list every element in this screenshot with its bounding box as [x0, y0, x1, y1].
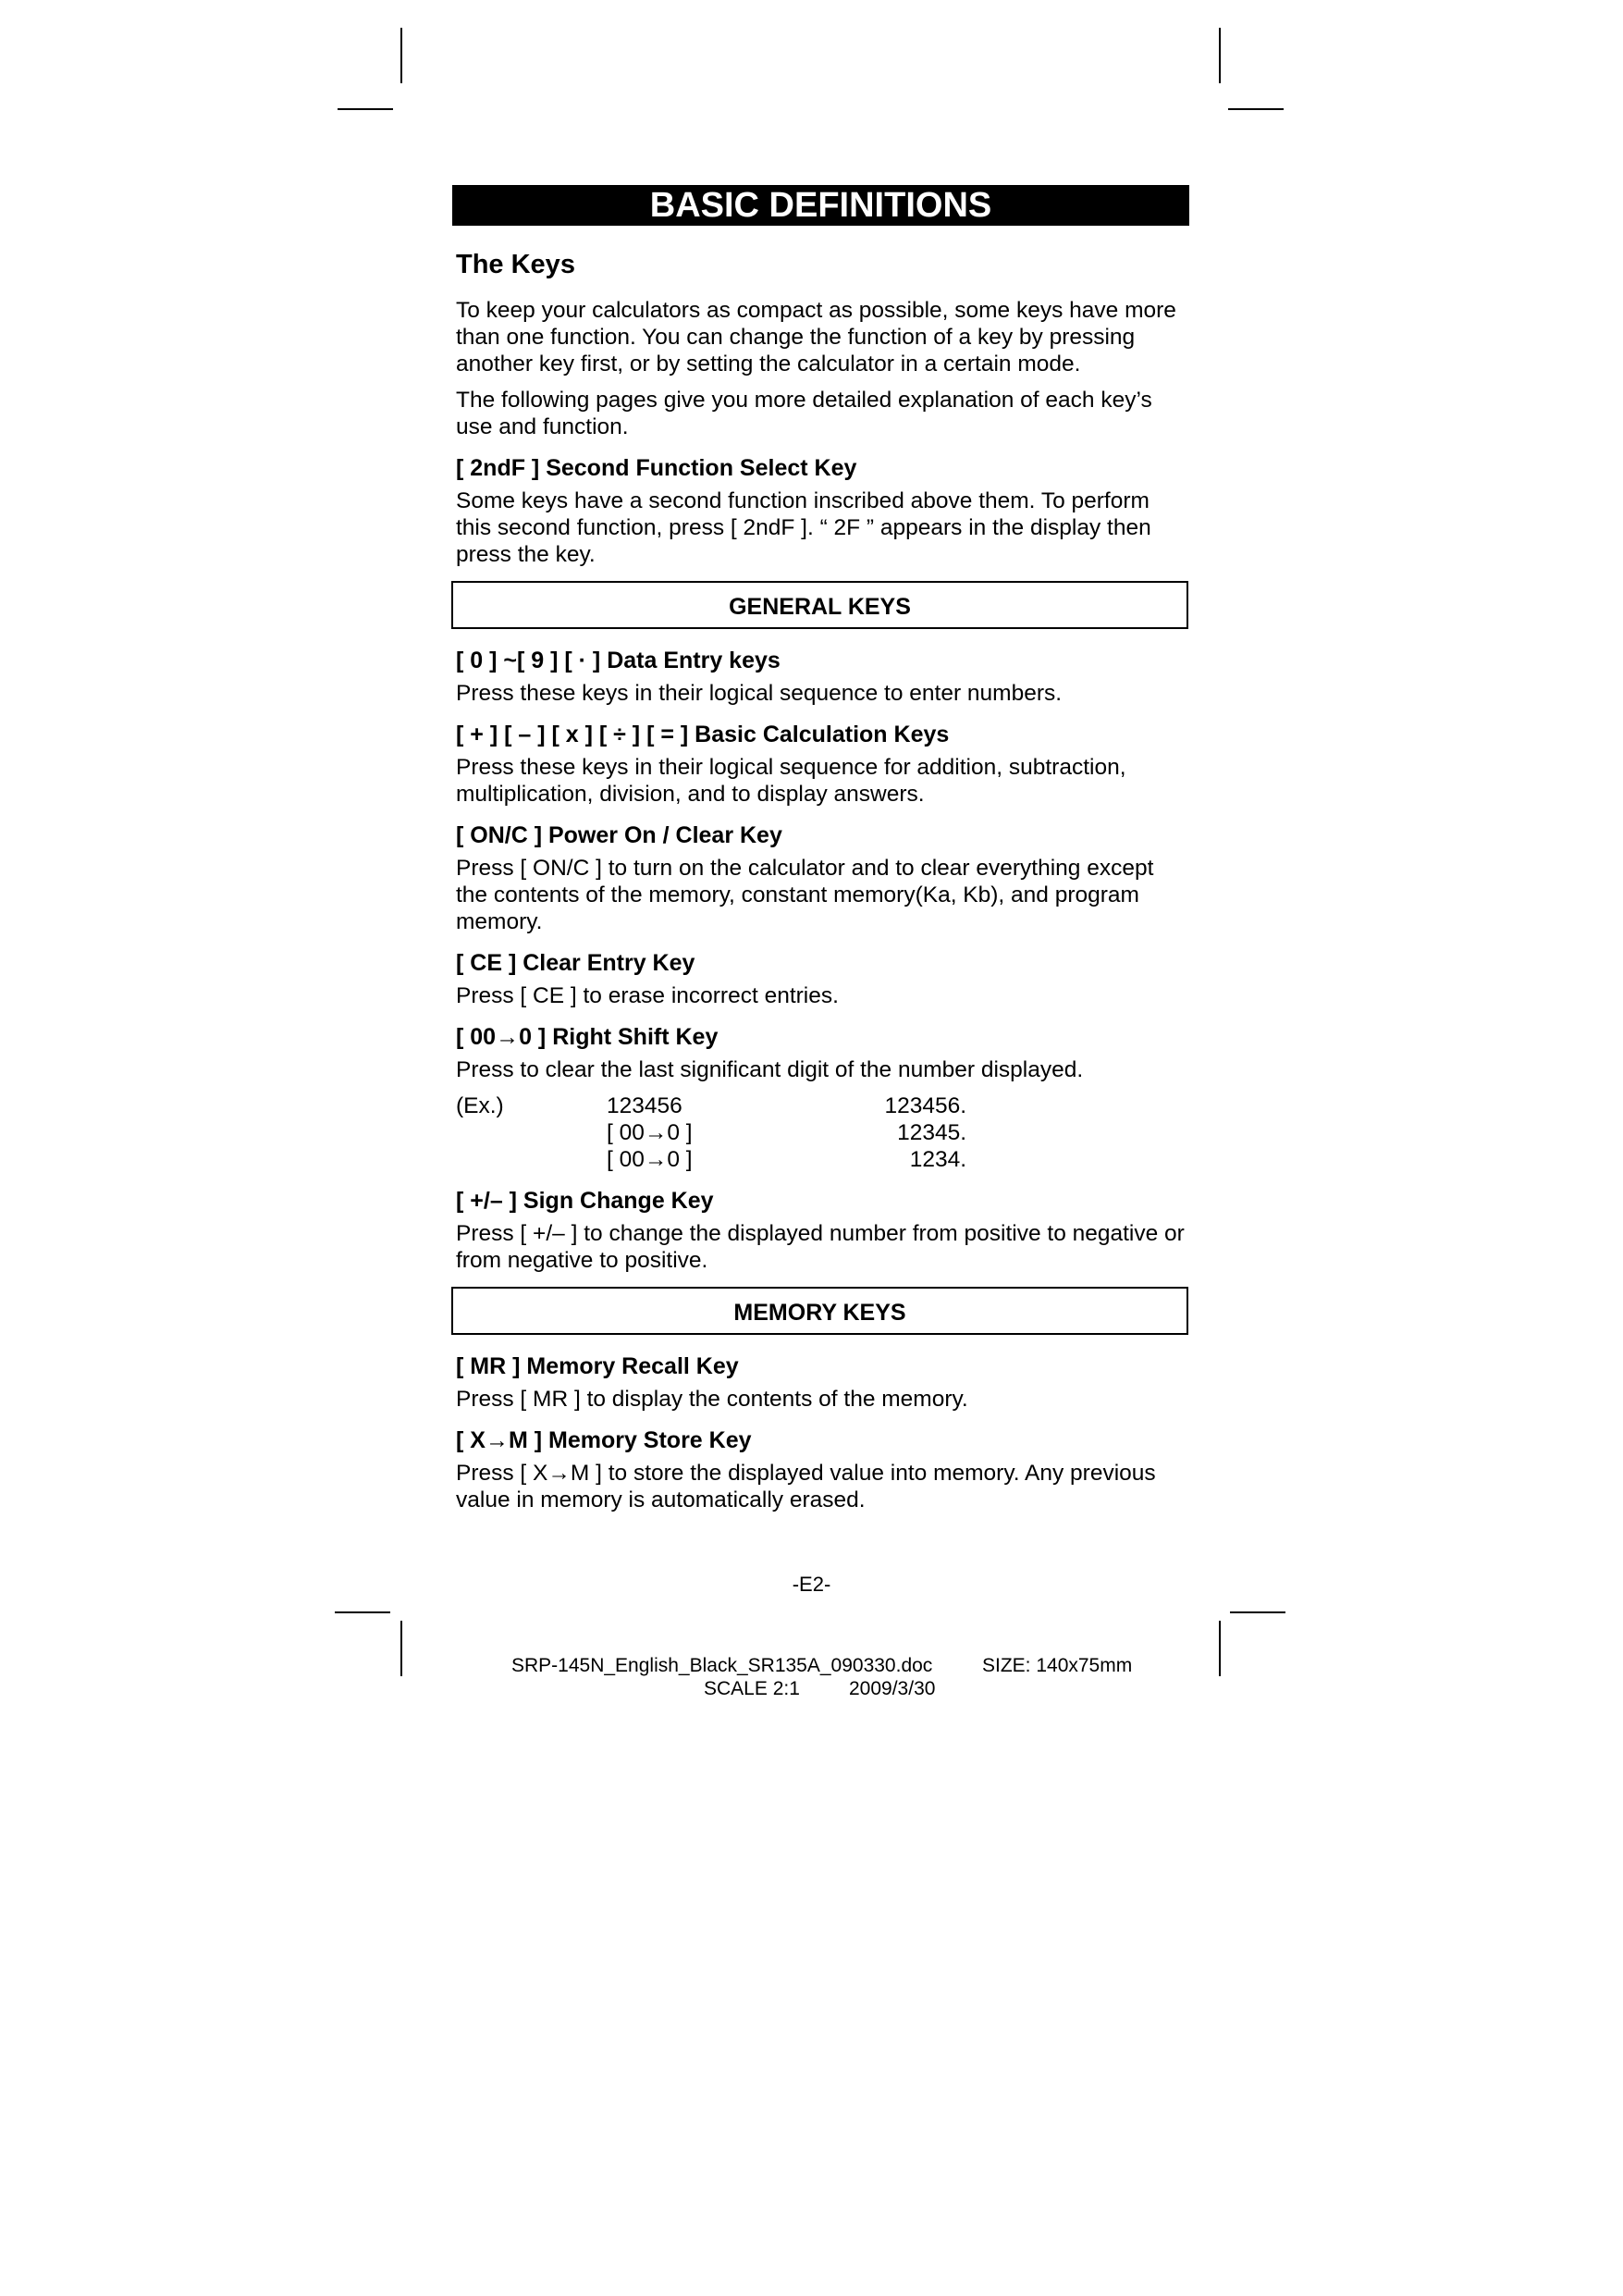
example-value: 1234.	[909, 1147, 966, 1172]
key-description-mr: Press [ MR ] to display the contents of the memory.	[456, 1387, 968, 1412]
example-row	[456, 1119, 1188, 1146]
key-title-on-c: [ ON/C ] Power On / Clear Key	[456, 822, 782, 848]
memory-keys-heading: MEMORY KEYS	[451, 1287, 1188, 1335]
example-key: [ 00→0 ]	[607, 1120, 693, 1145]
key-description-xm: Press [ X→M ] to store the displayed value into memory. Any previous value in memory is automatically erased.	[456, 1461, 1156, 1512]
crop-mark	[400, 1621, 402, 1676]
general-keys-heading: GENERAL KEYS	[451, 581, 1188, 629]
footer-filename: SRP-145N_English_Black_SR135A_090330.doc	[511, 1655, 933, 1676]
footer-scale: SCALE 2:1	[704, 1678, 800, 1699]
crop-mark	[1219, 1621, 1221, 1676]
crop-mark	[400, 28, 402, 83]
crop-mark	[335, 1611, 390, 1613]
page-title: BASIC DEFINITIONS	[452, 185, 1189, 226]
example-row	[456, 1092, 1188, 1119]
crop-mark	[1219, 28, 1221, 83]
key-title-data-entry: [ 0 ] ~[ 9 ] [ · ] Data Entry keys	[456, 648, 781, 673]
crop-mark	[338, 108, 393, 110]
intro-paragraph: The following pages give you more detailed explanation of each key’s use and function.	[456, 388, 1152, 439]
manual-page	[453, 185, 1188, 1513]
key-title-2ndf: [ 2ndF ] Second Function Select Key	[456, 455, 857, 481]
crop-mark	[1228, 108, 1284, 110]
key-description-sign-change: Press [ +/– ] to change the displayed number from positive to negative or from negative to positive.	[456, 1221, 1185, 1273]
example-table	[456, 1092, 1188, 1173]
key-title-basic-calc: [ + ] [ – ] [ x ] [ ÷ ] [ = ] Basic Calculation Keys	[456, 722, 950, 747]
key-description-2ndf: Some keys have a second function inscribed above them. To perform this second function, press [ 2ndF ]. “ 2F ” appears in the display then press the key.	[456, 488, 1151, 567]
example-value: 12345.	[897, 1120, 966, 1145]
example-row	[456, 1146, 1188, 1173]
example-value: 123456.	[884, 1093, 966, 1118]
section-title: The Keys	[456, 250, 575, 279]
example-key: [ 00→0 ]	[607, 1147, 693, 1172]
key-description-ce: Press [ CE ] to erase incorrect entries.	[456, 983, 839, 1008]
key-title-right-shift: [ 00→0 ] Right Shift Key	[456, 1024, 719, 1050]
key-description-right-shift: Press to clear the last significant digit of the number displayed.	[456, 1057, 1084, 1082]
intro-paragraph: To keep your calculators as compact as possible, some keys have more than one function. You can change the function of a key by pressing another key first, or by setting the calculator in a certain mode.	[456, 298, 1176, 376]
footer-size: SIZE: 140x75mm	[982, 1655, 1133, 1676]
example-label: (Ex.)	[456, 1093, 504, 1118]
footer-date: 2009/3/30	[849, 1678, 936, 1699]
key-title-xm: [ X→M ] Memory Store Key	[456, 1427, 752, 1453]
key-title-mr: [ MR ] Memory Recall Key	[456, 1353, 739, 1379]
key-title-sign-change: [ +/– ] Sign Change Key	[456, 1188, 714, 1214]
key-description-data-entry: Press these keys in their logical sequence to enter numbers.	[456, 681, 1063, 706]
key-description-basic-calc: Press these keys in their logical sequence for addition, subtraction, multiplication, division, and to display answers.	[456, 755, 1126, 807]
page-number: -E2-	[792, 1573, 831, 1596]
example-key: 123456	[607, 1093, 682, 1118]
key-title-ce: [ CE ] Clear Entry Key	[456, 950, 695, 976]
key-description-on-c: Press [ ON/C ] to turn on the calculator and to clear everything except the contents of the memory, constant memory(Ka, Kb), and program memory.	[456, 856, 1154, 934]
crop-mark	[1230, 1611, 1285, 1613]
